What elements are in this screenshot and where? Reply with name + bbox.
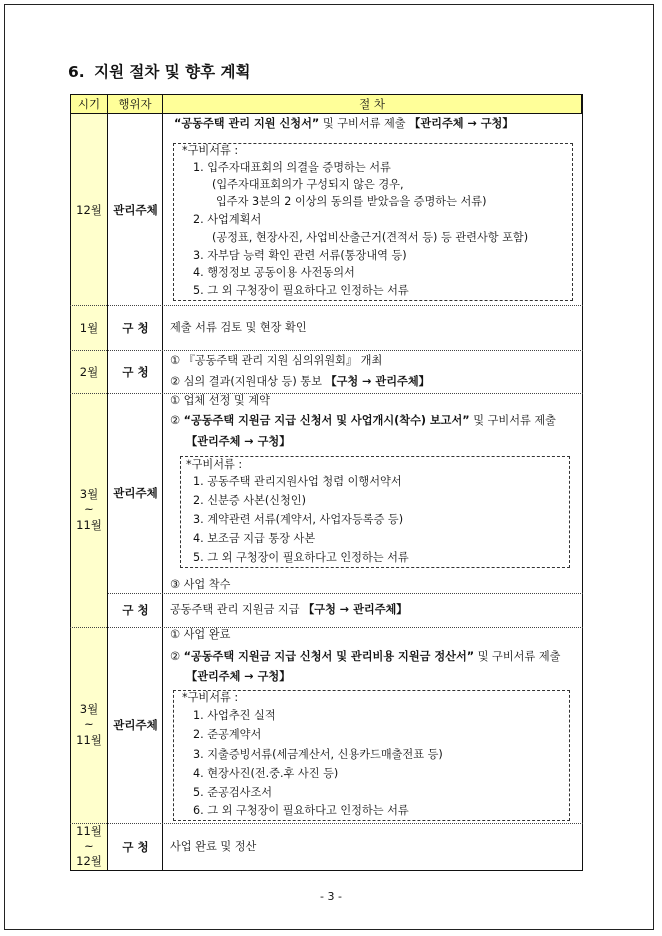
document-title-text: “공동주택 지원금 지급 신청서 및 관리비용 지원금 정산서” [183, 650, 475, 663]
procedure-text: 사업 완료 및 정산 [170, 840, 257, 853]
required-docs-label: *구비서류 : [182, 691, 239, 704]
item-marker: ① [170, 628, 181, 641]
period-cell [70, 823, 108, 870]
procedure-item [170, 578, 230, 591]
row-divider [108, 593, 583, 594]
period-text: 12월 [76, 202, 102, 217]
required-doc-item: 3. 자부담 능력 확인 관련 서류(통장내역 등) [193, 249, 407, 262]
required-doc-item: 1. 입주자대표회의 의결을 증명하는 서류 [193, 161, 391, 174]
period-cell [70, 114, 108, 305]
document-title-text: “공동주택 지원금 지급 신청서 및 사업개시(착수) 보고서” [183, 414, 470, 427]
required-doc-item: 3. 지출증빙서류(세금계산서, 신용카드매출전표 등) [193, 748, 443, 761]
period-tilde: ~ [84, 502, 94, 517]
period-cell [70, 393, 108, 627]
procedure-item [170, 375, 430, 388]
required-docs-label: *구비서류 : [186, 458, 243, 471]
period-text: 3월 [79, 701, 99, 716]
procedure-text: 공동주택 관리 지원금 지급 [170, 603, 304, 616]
row-divider [70, 350, 583, 351]
flow-label: 【구청 → 관리주체】 [325, 375, 430, 388]
period-text: 2월 [79, 364, 99, 379]
required-doc-item: 2. 준공계약서 [193, 728, 262, 741]
procedure-item [170, 394, 270, 407]
flow-label: 【관리주체 → 구청】 [186, 435, 291, 448]
procedure-text: 사업 완료 [183, 628, 231, 641]
header-period: 시기 [70, 94, 108, 114]
header-procedure: 절 차 [162, 94, 582, 114]
required-doc-item: 5. 준공검사조서 [193, 786, 273, 799]
required-doc-item: 5. 그 외 구청장이 필요하다고 인정하는 서류 [193, 551, 409, 564]
table-col-line [162, 94, 163, 870]
section-number: 6. [68, 63, 85, 81]
required-doc-item: 3. 계약관련 서류(계약서, 사업자등록증 등) [193, 513, 404, 526]
actor-cell: 구 청 [122, 364, 149, 379]
required-doc-note: (입주자대표회의가 구성되지 않은 경우, [212, 178, 404, 191]
period-cell [70, 350, 108, 393]
row-divider [70, 627, 583, 628]
row-divider [70, 393, 583, 394]
flow-label: 【관리주체 → 구청】 [186, 670, 291, 683]
procedure-text: 심의 결과(지원대상 등) 통보 [183, 375, 326, 388]
actor-cell: 구 청 [122, 320, 149, 335]
actor-cell: 구 청 [122, 603, 149, 617]
period-cell [70, 305, 108, 350]
required-doc-note: 입주자 3분의 2 이상의 동의를 받았음을 증명하는 서류) [216, 195, 487, 208]
required-doc-item: 2. 사업계획서 [193, 213, 262, 226]
actor-cell: 관리주체 [113, 202, 158, 217]
period-text: 12월 [76, 853, 102, 868]
required-doc-item: 4. 현장사진(전.중.후 사진 등) [193, 767, 339, 780]
required-docs-label: *구비서류 : [182, 144, 239, 157]
procedure-text: 및 구비서류 제출 [319, 117, 410, 130]
period-text: 11월 [76, 517, 102, 532]
flow-label: 【구청 → 관리주체】 [303, 603, 408, 616]
period-tilde: ~ [84, 839, 94, 854]
section-title: 지원 절차 및 향후 계획 [94, 63, 251, 81]
required-doc-item: 6. 그 외 구청장이 필요하다고 인정하는 서류 [193, 804, 409, 817]
required-doc-item: 2. 신분증 사본(신청인) [193, 494, 306, 507]
flow-label: 【관리주체 → 구청】 [409, 117, 514, 130]
procedure-text: 및 구비서류 제출 [474, 650, 561, 663]
item-marker: ① [170, 354, 181, 367]
required-doc-item: 5. 그 외 구청장이 필요하다고 인정하는 서류 [193, 284, 409, 297]
actor-cell: 관리주체 [113, 486, 158, 500]
actor-cell: 구 청 [122, 839, 149, 854]
table-border-bottom [70, 870, 583, 871]
table-col-line [107, 94, 108, 870]
header-actor: 행위자 [107, 94, 163, 114]
document-title-text: “공동주택 관리 지원 신청서” [174, 117, 320, 130]
procedure-item [170, 628, 230, 641]
row-divider [70, 305, 583, 306]
period-text: 11월 [76, 824, 102, 839]
required-doc-note: (공정표, 현장사진, 사업비산출근거(견적서 등) 등 관련사항 포함) [212, 231, 529, 244]
item-marker: ② [170, 375, 181, 388]
procedure-line [174, 117, 514, 130]
procedure-text: 업체 선정 및 계약 [183, 394, 270, 407]
item-marker: ② [170, 650, 181, 663]
procedure-text: 사업 착수 [183, 578, 231, 591]
row-divider [70, 823, 583, 824]
procedure-text: 『공동주택 관리 지원 심의위원회』 개최 [183, 354, 383, 367]
period-cell [70, 627, 108, 823]
page-number: - 3 - [320, 890, 342, 903]
item-marker: ③ [170, 578, 181, 591]
actor-cell: 관리주체 [113, 718, 158, 732]
procedure-item [170, 650, 560, 663]
table-border-right [582, 94, 583, 870]
procedure-text: 제출 서류 검토 및 현장 확인 [170, 321, 307, 334]
procedure-text: 및 구비서류 제출 [469, 414, 556, 427]
period-tilde: ~ [84, 717, 94, 732]
required-doc-item: 1. 사업추진 실적 [193, 709, 276, 722]
period-text: 11월 [76, 732, 102, 747]
section-heading [68, 60, 250, 82]
item-marker: ② [170, 414, 181, 427]
procedure-item [170, 354, 382, 367]
item-marker: ① [170, 394, 181, 407]
period-text: 3월 [79, 486, 99, 501]
required-doc-item: 4. 보조금 지급 통장 사본 [193, 532, 316, 545]
required-doc-item: 1. 공동주택 관리지원사업 청렴 이행서약서 [193, 475, 402, 488]
table-border-left [70, 94, 71, 870]
required-doc-item: 4. 행정정보 공동이용 사전동의서 [193, 266, 355, 279]
procedure-line [170, 603, 408, 616]
period-text: 1월 [79, 320, 99, 335]
procedure-item [170, 414, 556, 427]
